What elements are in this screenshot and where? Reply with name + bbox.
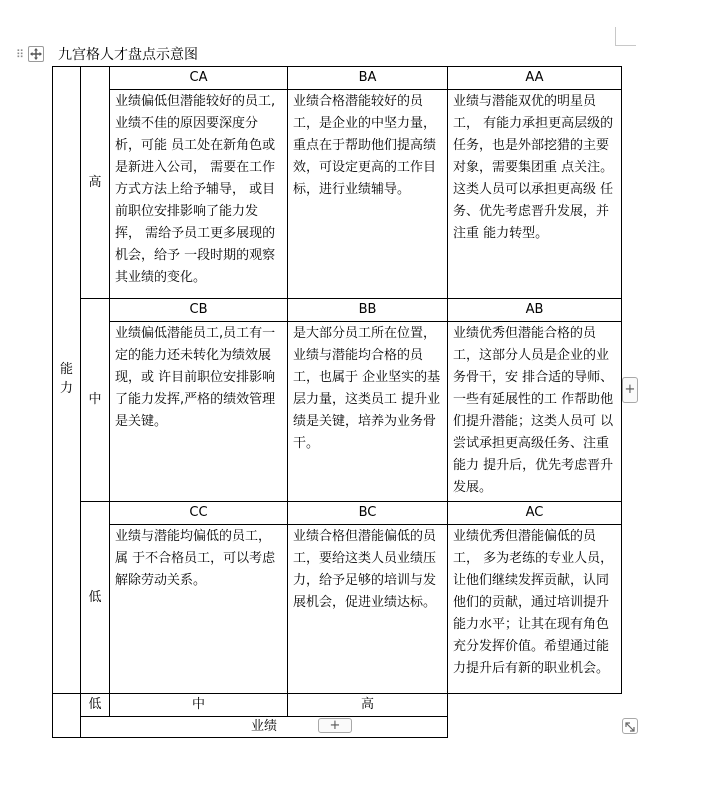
- cell-description[interactable]: 业绩合格潜能较好的员工，是企业的中坚力量，重点在于帮助他们提高绩效，可设定更高的工作目标，进行业绩辅导。: [288, 90, 448, 299]
- cell-description[interactable]: 是大部分员工所在位置，业绩与潜能均合格的员工，也属于 企业坚实的基层力量，这类员工 提升业绩是关键，培养为业务骨干。: [288, 322, 448, 502]
- axis-corner-cell: [53, 694, 81, 738]
- cell-description[interactable]: 业绩与潜能均偏低的员工，属 于不合格员工，可以考虑解除劳动关系。: [110, 525, 288, 694]
- x-axis-title: 业绩: [81, 717, 448, 738]
- table-move-icon[interactable]: [28, 46, 44, 62]
- drag-handle-icon[interactable]: ⠿: [16, 47, 24, 61]
- cell-code: CA: [110, 67, 288, 90]
- add-row-button[interactable]: +: [318, 718, 352, 733]
- cell-code: BA: [288, 67, 448, 90]
- cell-code: BB: [288, 299, 448, 322]
- x-level-mid: 中: [110, 694, 288, 717]
- grid-row-mid-codes: [53, 299, 622, 322]
- x-axis-levels-row: [53, 694, 622, 717]
- grid-row-high-codes: [53, 67, 622, 90]
- y-axis-title-text: 能力: [59, 362, 73, 396]
- grid-row-low-codes: [53, 502, 622, 525]
- cell-code: AA: [448, 67, 622, 90]
- table-resize-icon[interactable]: [622, 718, 638, 734]
- cell-description[interactable]: 业绩合格但潜能偏低的员工，要给这类人员业绩压力，给予足够的培训与发展机会，促进业绩达标。: [288, 525, 448, 694]
- cell-code: BC: [288, 502, 448, 525]
- cell-description[interactable]: 业绩偏低但潜能较好的员工,业绩不佳的原因要深度分析，可能 员工处在新角色或是新进入公司， 需要在工作方式方法上给予辅导， 或目前职位安排影响了能力发挥， 需给予员工更多展现的机会，给予 一段时期的观察其业绩的变化。: [110, 90, 288, 299]
- y-level-low: 低: [81, 502, 110, 694]
- table-handle-group[interactable]: [16, 46, 44, 62]
- nine-box-grid: [52, 66, 622, 738]
- cell-code: AC: [448, 502, 622, 525]
- y-level-mid: 中: [81, 299, 110, 502]
- x-level-low: 低: [81, 694, 110, 717]
- grid-row-low-texts: [53, 525, 622, 694]
- grid-row-mid-texts: [53, 322, 622, 502]
- cell-description[interactable]: 业绩与潜能双优的明星员工， 有能力承担更高层级的任务，也是外部挖猎的主要对象，需要集团重 点关注。这类人员可以承担更高级 任务、优先考虑晋升发展，并注重 能力转型。: [448, 90, 622, 299]
- y-axis-title: [53, 67, 81, 694]
- cell-description[interactable]: 业绩优秀但潜能合格的员工，这部分人员是企业的业务骨干，安 排合适的导师、一些有延展性的工 作帮助他们提升潜能；这类人员可 以尝试承担更高级任务、注重能力 提升后，优先考虑晋升发展。: [448, 322, 622, 502]
- cell-description[interactable]: 业绩偏低潜能员工,员工有一定的能力还未转化为绩效展现，或 许目前职位安排影响了能力发挥,严格的绩效管理是关键。: [110, 322, 288, 502]
- cell-code: CB: [110, 299, 288, 322]
- grid-row-high-texts: [53, 90, 622, 299]
- cell-code: AB: [448, 299, 622, 322]
- page-corner-mark: [615, 27, 636, 46]
- table-caption: 九宫格人才盘点示意图: [58, 47, 198, 63]
- add-column-button[interactable]: +: [622, 377, 638, 403]
- cell-description[interactable]: 业绩优秀但潜能偏低的员工， 多为老练的专业人员，让他们继续发挥贡献，认同他们的贡献，通过培训提升能力水平；让其在现有角色充分发挥价值。希望通过能力提升后有新的职业机会。: [448, 525, 622, 694]
- x-level-high: 高: [288, 694, 448, 717]
- y-level-high: 高: [81, 67, 110, 299]
- cell-code: CC: [110, 502, 288, 525]
